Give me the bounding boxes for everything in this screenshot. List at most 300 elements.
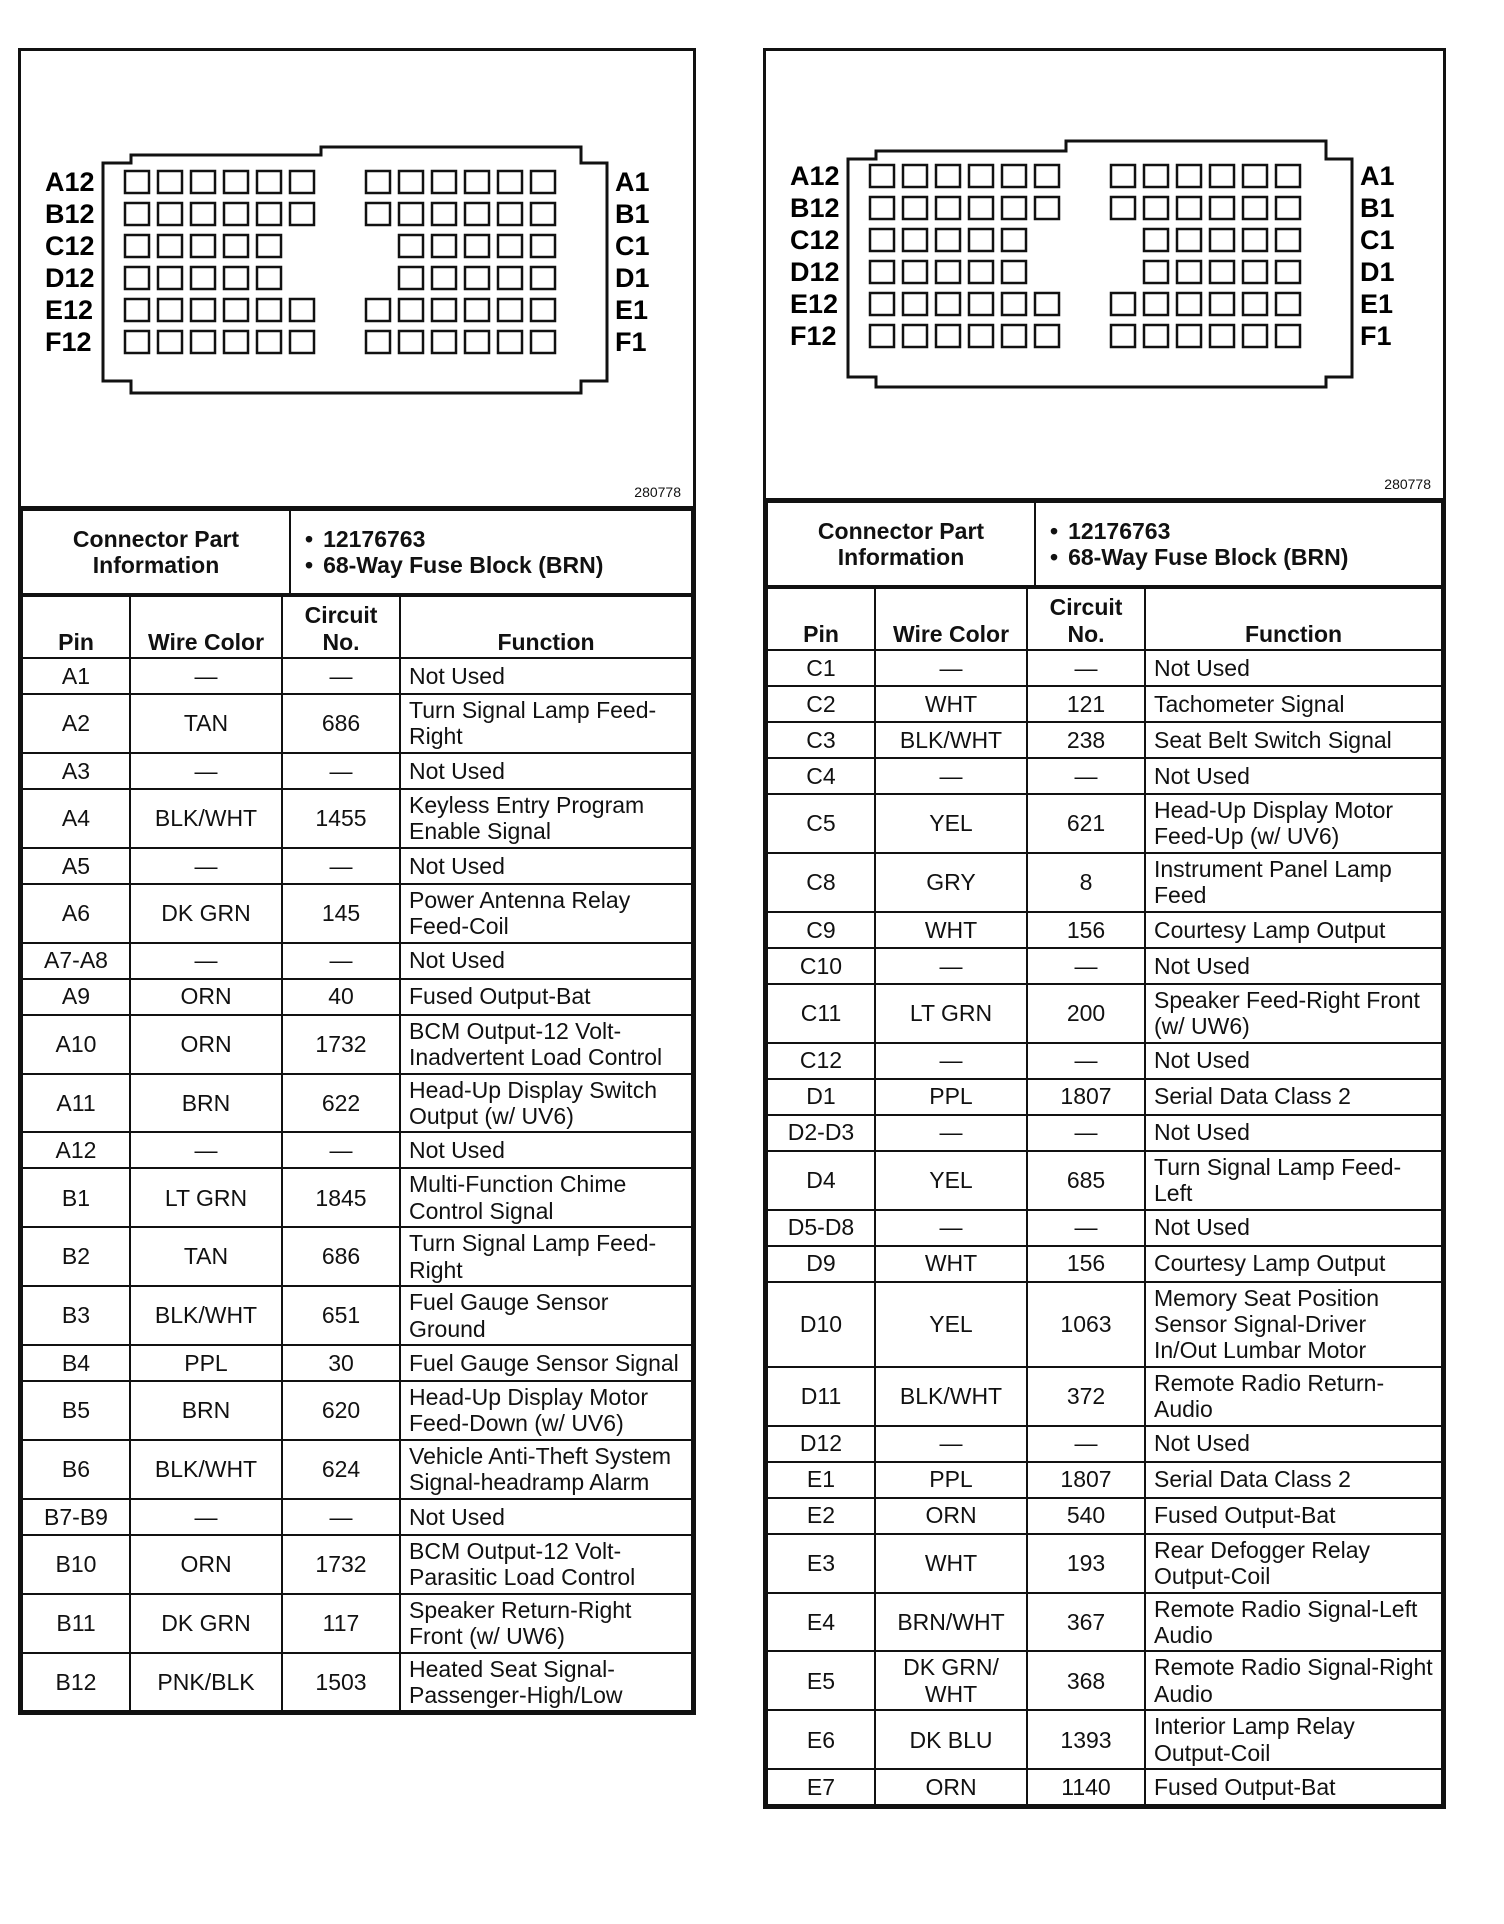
connector-cavity bbox=[870, 325, 894, 347]
pin-cell: A2 bbox=[22, 694, 130, 753]
function-cell: Head-Up Display Motor Feed-Up (w/ UV6) bbox=[1145, 794, 1442, 853]
wire-color-cell: ORN bbox=[875, 1498, 1027, 1534]
connector-cavity bbox=[1111, 325, 1135, 347]
connector-cavity bbox=[1177, 197, 1201, 219]
pin-cell: A12 bbox=[22, 1132, 130, 1168]
connector-cavity bbox=[969, 165, 993, 187]
table-row bbox=[767, 1426, 1442, 1462]
function-cell: Not Used bbox=[400, 658, 692, 694]
pin-cell: B12 bbox=[22, 1653, 130, 1712]
circuit-cell: 200 bbox=[1027, 984, 1145, 1043]
pin-cell: E5 bbox=[767, 1651, 875, 1710]
part-number: • 12176763 bbox=[325, 526, 683, 552]
header-pin: Pin bbox=[22, 596, 130, 658]
connector-cavity bbox=[1035, 197, 1059, 219]
function-cell: Courtesy Lamp Output bbox=[1145, 1246, 1442, 1282]
wire-color-cell: WHT bbox=[875, 1246, 1027, 1282]
circuit-cell: 238 bbox=[1027, 722, 1145, 758]
connector-cavity bbox=[158, 171, 182, 193]
pin-cell: B4 bbox=[22, 1345, 130, 1381]
connector-cavity bbox=[432, 267, 456, 289]
wire-color-cell: DK GRN bbox=[130, 1594, 282, 1653]
circuit-cell: — bbox=[1027, 650, 1145, 686]
connector-cavity bbox=[1177, 293, 1201, 315]
wire-color-cell: — bbox=[875, 1210, 1027, 1246]
connector-cavity bbox=[1276, 293, 1300, 315]
connector-cavity bbox=[399, 235, 423, 257]
circuit-cell: 1063 bbox=[1027, 1282, 1145, 1367]
row-label-right-1: A1 bbox=[1360, 161, 1395, 191]
wire-color-cell: PPL bbox=[875, 1079, 1027, 1115]
row-label-right-2: B1 bbox=[615, 199, 650, 229]
function-cell: Serial Data Class 2 bbox=[1145, 1079, 1442, 1115]
function-cell: Seat Belt Switch Signal bbox=[1145, 722, 1442, 758]
table-row bbox=[767, 1769, 1442, 1805]
table-row bbox=[22, 789, 692, 848]
row-label-left-3: C12 bbox=[790, 225, 840, 255]
connector-cavity bbox=[1035, 165, 1059, 187]
function-cell: Remote Radio Return-Audio bbox=[1145, 1367, 1442, 1426]
connector-cavity bbox=[432, 331, 456, 353]
connector-cavity bbox=[498, 299, 522, 321]
connector-cavity bbox=[1144, 229, 1168, 251]
circuit-cell: 621 bbox=[1027, 794, 1145, 853]
table-row bbox=[22, 753, 692, 789]
row-label-left-2: B12 bbox=[45, 199, 95, 229]
pin-cell: A6 bbox=[22, 884, 130, 943]
connector-cavity bbox=[465, 299, 489, 321]
pin-cell: E3 bbox=[767, 1534, 875, 1593]
connector-cavity bbox=[1002, 261, 1026, 283]
function-cell: Fused Output-Bat bbox=[1145, 1498, 1442, 1534]
circuit-cell: 685 bbox=[1027, 1151, 1145, 1210]
table-row bbox=[22, 1227, 692, 1286]
connector-cavity bbox=[1002, 325, 1026, 347]
circuit-cell: — bbox=[282, 1499, 400, 1535]
table-row bbox=[767, 1151, 1442, 1210]
pin-cell: A1 bbox=[22, 658, 130, 694]
row-label-left-6: F12 bbox=[790, 321, 837, 351]
connector-cavity bbox=[191, 267, 215, 289]
connector-cavity bbox=[1210, 229, 1234, 251]
connector-cavity bbox=[399, 203, 423, 225]
connector-cavity bbox=[1035, 293, 1059, 315]
row-label-left-1: A12 bbox=[790, 161, 840, 191]
table-row bbox=[767, 650, 1442, 686]
wire-color-cell: PPL bbox=[130, 1345, 282, 1381]
pin-cell: C8 bbox=[767, 853, 875, 912]
pin-cell: C5 bbox=[767, 794, 875, 853]
connector-cavity bbox=[1243, 165, 1267, 187]
connector-cavity bbox=[1210, 293, 1234, 315]
connector-cavity bbox=[191, 171, 215, 193]
connector-cavity bbox=[125, 299, 149, 321]
connector-cavity bbox=[432, 203, 456, 225]
table-row bbox=[22, 884, 692, 943]
wire-color-cell: BRN/WHT bbox=[875, 1593, 1027, 1652]
connector-cavity bbox=[224, 299, 248, 321]
pin-cell: D1 bbox=[767, 1079, 875, 1115]
connector-cavity bbox=[399, 267, 423, 289]
table-row bbox=[22, 1286, 692, 1345]
circuit-cell: 1140 bbox=[1027, 1769, 1145, 1805]
function-cell: Power Antenna Relay Feed-Coil bbox=[400, 884, 692, 943]
function-cell: Turn Signal Lamp Feed-Left bbox=[1145, 1151, 1442, 1210]
connector-cavity bbox=[465, 235, 489, 257]
circuit-cell: — bbox=[282, 943, 400, 979]
wire-color-cell: DK GRN/ WHT bbox=[875, 1651, 1027, 1710]
wire-color-cell: — bbox=[875, 1043, 1027, 1079]
circuit-cell: 1807 bbox=[1027, 1079, 1145, 1115]
wire-color-cell: — bbox=[130, 848, 282, 884]
circuit-cell: — bbox=[1027, 1210, 1145, 1246]
connector-cavity bbox=[224, 171, 248, 193]
wire-color-cell: — bbox=[130, 943, 282, 979]
pin-cell: A3 bbox=[22, 753, 130, 789]
pin-cell: C3 bbox=[767, 722, 875, 758]
connector-cavity bbox=[1243, 325, 1267, 347]
wire-color-cell: YEL bbox=[875, 1282, 1027, 1367]
pin-cell: B5 bbox=[22, 1381, 130, 1440]
table-row bbox=[22, 1499, 692, 1535]
function-cell: Fuel Gauge Sensor Signal bbox=[400, 1345, 692, 1381]
connector-cavity bbox=[158, 299, 182, 321]
function-cell: Not Used bbox=[400, 848, 692, 884]
circuit-cell: — bbox=[1027, 758, 1145, 794]
diagram-code: 280778 bbox=[1384, 476, 1431, 492]
row-label-right-5: E1 bbox=[1360, 289, 1394, 319]
wire-color-cell: — bbox=[875, 758, 1027, 794]
row-label-left-5: E12 bbox=[790, 289, 839, 319]
wire-color-cell: BRN bbox=[130, 1074, 282, 1133]
connector-cavity bbox=[432, 171, 456, 193]
connector-cavity bbox=[903, 229, 927, 251]
pin-cell: E4 bbox=[767, 1593, 875, 1652]
connector-cavity bbox=[399, 331, 423, 353]
pin-cell: E1 bbox=[767, 1462, 875, 1498]
connector-cavity bbox=[1144, 293, 1168, 315]
function-cell: Not Used bbox=[400, 1132, 692, 1168]
table-row bbox=[767, 1282, 1442, 1367]
wire-color-cell: ORN bbox=[130, 1535, 282, 1594]
table-row bbox=[767, 1210, 1442, 1246]
row-label-right-6: F1 bbox=[1360, 321, 1392, 351]
circuit-cell: 1807 bbox=[1027, 1462, 1145, 1498]
connector-cavity bbox=[257, 203, 281, 225]
wire-color-cell: YEL bbox=[875, 1151, 1027, 1210]
table-row bbox=[22, 943, 692, 979]
connector-cavity bbox=[257, 235, 281, 257]
connector-cavity bbox=[257, 299, 281, 321]
row-label-left-5: E12 bbox=[45, 295, 94, 325]
pin-cell: C1 bbox=[767, 650, 875, 686]
circuit-cell: 367 bbox=[1027, 1593, 1145, 1652]
connector-cavity bbox=[125, 171, 149, 193]
table-row bbox=[767, 948, 1442, 984]
circuit-cell: 1455 bbox=[282, 789, 400, 848]
connector-cavity bbox=[366, 299, 390, 321]
wire-color-cell: — bbox=[875, 1115, 1027, 1151]
connector-cavity bbox=[870, 165, 894, 187]
function-cell: Not Used bbox=[1145, 758, 1442, 794]
function-cell: Interior Lamp Relay Output-Coil bbox=[1145, 1710, 1442, 1769]
connector-cavity bbox=[531, 299, 555, 321]
connector-cavity bbox=[498, 203, 522, 225]
connector-cavity bbox=[1210, 165, 1234, 187]
connector-cavity bbox=[903, 261, 927, 283]
circuit-cell: 156 bbox=[1027, 912, 1145, 948]
connector-cavity bbox=[870, 229, 894, 251]
header-function: Function bbox=[1145, 588, 1442, 650]
wire-color-cell: DK BLU bbox=[875, 1710, 1027, 1769]
circuit-cell: — bbox=[282, 753, 400, 789]
right-connector-panel bbox=[763, 48, 1446, 1809]
row-label-left-6: F12 bbox=[45, 327, 92, 357]
function-cell: Not Used bbox=[1145, 1115, 1442, 1151]
connector-diagram bbox=[766, 51, 1443, 501]
connector-cavity bbox=[1210, 261, 1234, 283]
circuit-cell: 156 bbox=[1027, 1246, 1145, 1282]
connector-cavity bbox=[969, 325, 993, 347]
connector-cavity bbox=[432, 299, 456, 321]
connector-cavity bbox=[158, 203, 182, 225]
connector-cavity bbox=[1144, 197, 1168, 219]
connector-cavity bbox=[224, 331, 248, 353]
circuit-cell: 1732 bbox=[282, 1015, 400, 1074]
function-cell: Not Used bbox=[400, 753, 692, 789]
connector-cavity bbox=[366, 331, 390, 353]
connector-cavity bbox=[969, 197, 993, 219]
pin-cell: A7-A8 bbox=[22, 943, 130, 979]
circuit-cell: 540 bbox=[1027, 1498, 1145, 1534]
connector-cavity bbox=[125, 331, 149, 353]
function-cell: Head-Up Display Switch Output (w/ UV6) bbox=[400, 1074, 692, 1133]
wire-color-cell: DK GRN bbox=[130, 884, 282, 943]
part-description: • 68-Way Fuse Block (BRN) bbox=[325, 552, 683, 578]
connector-face-drawing bbox=[21, 51, 693, 503]
connector-cavity bbox=[125, 235, 149, 257]
table-row bbox=[22, 979, 692, 1015]
connector-cavity bbox=[366, 203, 390, 225]
connector-face-drawing bbox=[766, 51, 1443, 495]
connector-diagram bbox=[21, 51, 693, 509]
connector-cavity bbox=[1177, 325, 1201, 347]
table-row bbox=[767, 853, 1442, 912]
connector-cavity bbox=[936, 325, 960, 347]
function-cell: Fused Output-Bat bbox=[1145, 1769, 1442, 1805]
function-cell: Heated Seat Signal-Passenger-High/Low bbox=[400, 1653, 692, 1712]
row-label-right-4: D1 bbox=[1360, 257, 1395, 287]
wire-color-cell: — bbox=[130, 1132, 282, 1168]
table-row bbox=[22, 1132, 692, 1168]
connector-cavity bbox=[191, 299, 215, 321]
pin-cell: A11 bbox=[22, 1074, 130, 1133]
row-label-left-3: C12 bbox=[45, 231, 95, 261]
circuit-cell: 372 bbox=[1027, 1367, 1145, 1426]
pin-cell: B7-B9 bbox=[22, 1499, 130, 1535]
connector-cavity bbox=[1111, 293, 1135, 315]
wire-color-cell: BLK/WHT bbox=[875, 722, 1027, 758]
connector-cavity bbox=[158, 235, 182, 257]
connector-cavity bbox=[224, 267, 248, 289]
wire-color-cell: PPL bbox=[875, 1462, 1027, 1498]
connector-cavity bbox=[870, 197, 894, 219]
wire-color-cell: — bbox=[875, 650, 1027, 686]
circuit-cell: — bbox=[1027, 1043, 1145, 1079]
connector-cavity bbox=[1144, 261, 1168, 283]
function-cell: Not Used bbox=[1145, 948, 1442, 984]
wire-color-cell: — bbox=[130, 753, 282, 789]
wire-color-cell: BLK/WHT bbox=[130, 789, 282, 848]
table-row bbox=[767, 1593, 1442, 1652]
function-cell: Head-Up Display Motor Feed-Down (w/ UV6) bbox=[400, 1381, 692, 1440]
circuit-cell: 686 bbox=[282, 1227, 400, 1286]
row-label-left-4: D12 bbox=[790, 257, 840, 287]
circuit-cell: 624 bbox=[282, 1440, 400, 1499]
connector-info-table bbox=[21, 509, 693, 595]
wire-color-cell: BLK/WHT bbox=[130, 1286, 282, 1345]
pin-cell: D9 bbox=[767, 1246, 875, 1282]
row-label-right-6: F1 bbox=[615, 327, 647, 357]
wire-color-cell: ORN bbox=[875, 1769, 1027, 1805]
connector-cavity bbox=[1243, 229, 1267, 251]
connector-cavity bbox=[1243, 293, 1267, 315]
connector-cavity bbox=[1276, 261, 1300, 283]
table-row bbox=[22, 1074, 692, 1133]
table-row bbox=[22, 1653, 692, 1712]
connector-cavity bbox=[531, 267, 555, 289]
table-row bbox=[22, 1015, 692, 1074]
circuit-cell: 117 bbox=[282, 1594, 400, 1653]
row-label-right-1: A1 bbox=[615, 167, 650, 197]
circuit-cell: 8 bbox=[1027, 853, 1145, 912]
pin-cell: B6 bbox=[22, 1440, 130, 1499]
connector-cavity bbox=[158, 267, 182, 289]
connector-cavity bbox=[936, 165, 960, 187]
table-row bbox=[767, 1498, 1442, 1534]
table-row bbox=[22, 1594, 692, 1653]
connector-cavity bbox=[290, 331, 314, 353]
connector-cavity bbox=[465, 267, 489, 289]
wire-color-cell: BRN bbox=[130, 1381, 282, 1440]
function-cell: Not Used bbox=[400, 943, 692, 979]
connector-cavity bbox=[465, 171, 489, 193]
row-label-right-3: C1 bbox=[1360, 225, 1395, 255]
connector-cavity bbox=[1276, 197, 1300, 219]
table-row bbox=[767, 912, 1442, 948]
wire-color-cell: ORN bbox=[130, 1015, 282, 1074]
circuit-cell: 1503 bbox=[282, 1653, 400, 1712]
info-values bbox=[290, 510, 692, 594]
pin-cell: D10 bbox=[767, 1282, 875, 1367]
header-pin: Pin bbox=[767, 588, 875, 650]
wire-color-cell: YEL bbox=[875, 794, 1027, 853]
circuit-cell: 145 bbox=[282, 884, 400, 943]
connector-cavity bbox=[158, 331, 182, 353]
connector-cavity bbox=[191, 331, 215, 353]
pin-cell: D11 bbox=[767, 1367, 875, 1426]
function-cell: Not Used bbox=[1145, 1043, 1442, 1079]
connector-cavity bbox=[1002, 165, 1026, 187]
connector-cavity bbox=[903, 165, 927, 187]
circuit-cell: 40 bbox=[282, 979, 400, 1015]
connector-cavity bbox=[1210, 325, 1234, 347]
connector-cavity bbox=[936, 229, 960, 251]
connector-cavity bbox=[531, 203, 555, 225]
info-label: Connector Part Information bbox=[767, 502, 1035, 586]
connector-cavity bbox=[969, 293, 993, 315]
connector-cavity bbox=[969, 229, 993, 251]
pinout-rows-left bbox=[22, 658, 692, 1711]
circuit-cell: 1393 bbox=[1027, 1710, 1145, 1769]
connector-cavity bbox=[1035, 325, 1059, 347]
pin-cell: B11 bbox=[22, 1594, 130, 1653]
part-description: • 68-Way Fuse Block (BRN) bbox=[1070, 544, 1433, 570]
function-cell: Courtesy Lamp Output bbox=[1145, 912, 1442, 948]
connector-cavity bbox=[936, 197, 960, 219]
connector-cavity bbox=[191, 235, 215, 257]
function-cell: Turn Signal Lamp Feed-Right bbox=[400, 1227, 692, 1286]
pin-cell: D4 bbox=[767, 1151, 875, 1210]
table-row bbox=[767, 794, 1442, 853]
connector-cavity bbox=[125, 203, 149, 225]
connector-cavity bbox=[1210, 197, 1234, 219]
pin-cell: E2 bbox=[767, 1498, 875, 1534]
diagram-code: 280778 bbox=[634, 484, 681, 500]
function-cell: Tachometer Signal bbox=[1145, 686, 1442, 722]
table-row bbox=[767, 686, 1442, 722]
table-row bbox=[767, 984, 1442, 1043]
function-cell: Rear Defogger Relay Output-Coil bbox=[1145, 1534, 1442, 1593]
function-cell: Not Used bbox=[1145, 1426, 1442, 1462]
table-row bbox=[767, 1462, 1442, 1498]
function-cell: BCM Output-12 Volt-Parasitic Load Control bbox=[400, 1535, 692, 1594]
connector-cavity bbox=[465, 203, 489, 225]
connector-cavity bbox=[903, 197, 927, 219]
function-cell: Fuel Gauge Sensor Ground bbox=[400, 1286, 692, 1345]
circuit-cell: — bbox=[282, 848, 400, 884]
function-cell: Fused Output-Bat bbox=[400, 979, 692, 1015]
wire-color-cell: TAN bbox=[130, 694, 282, 753]
wire-color-cell: LT GRN bbox=[130, 1168, 282, 1227]
connector-cavity bbox=[290, 171, 314, 193]
table-row bbox=[22, 1168, 692, 1227]
circuit-cell: — bbox=[1027, 1426, 1145, 1462]
pin-cell: C2 bbox=[767, 686, 875, 722]
function-cell: Memory Seat Position Sensor Signal-Driver In/Out Lumbar Motor bbox=[1145, 1282, 1442, 1367]
pin-cell: A4 bbox=[22, 789, 130, 848]
connector-cavity bbox=[531, 235, 555, 257]
circuit-cell: — bbox=[1027, 1115, 1145, 1151]
wire-color-cell: TAN bbox=[130, 1227, 282, 1286]
connector-cavity bbox=[257, 331, 281, 353]
row-label-left-4: D12 bbox=[45, 263, 95, 293]
connector-cavity bbox=[870, 261, 894, 283]
wire-color-cell: ORN bbox=[130, 979, 282, 1015]
wire-color-cell: — bbox=[875, 1426, 1027, 1462]
wire-color-cell: GRY bbox=[875, 853, 1027, 912]
header-circuit: Circuit No. bbox=[282, 596, 400, 658]
connector-cavity bbox=[432, 235, 456, 257]
circuit-cell: 686 bbox=[282, 694, 400, 753]
table-row bbox=[22, 1440, 692, 1499]
connector-cavity bbox=[290, 299, 314, 321]
wire-color-cell: — bbox=[130, 658, 282, 694]
pinout-table-right bbox=[766, 587, 1443, 1806]
table-row bbox=[767, 1367, 1442, 1426]
function-cell: Remote Radio Signal-Right Audio bbox=[1145, 1651, 1442, 1710]
function-cell: Speaker Feed-Right Front (w/ UW6) bbox=[1145, 984, 1442, 1043]
